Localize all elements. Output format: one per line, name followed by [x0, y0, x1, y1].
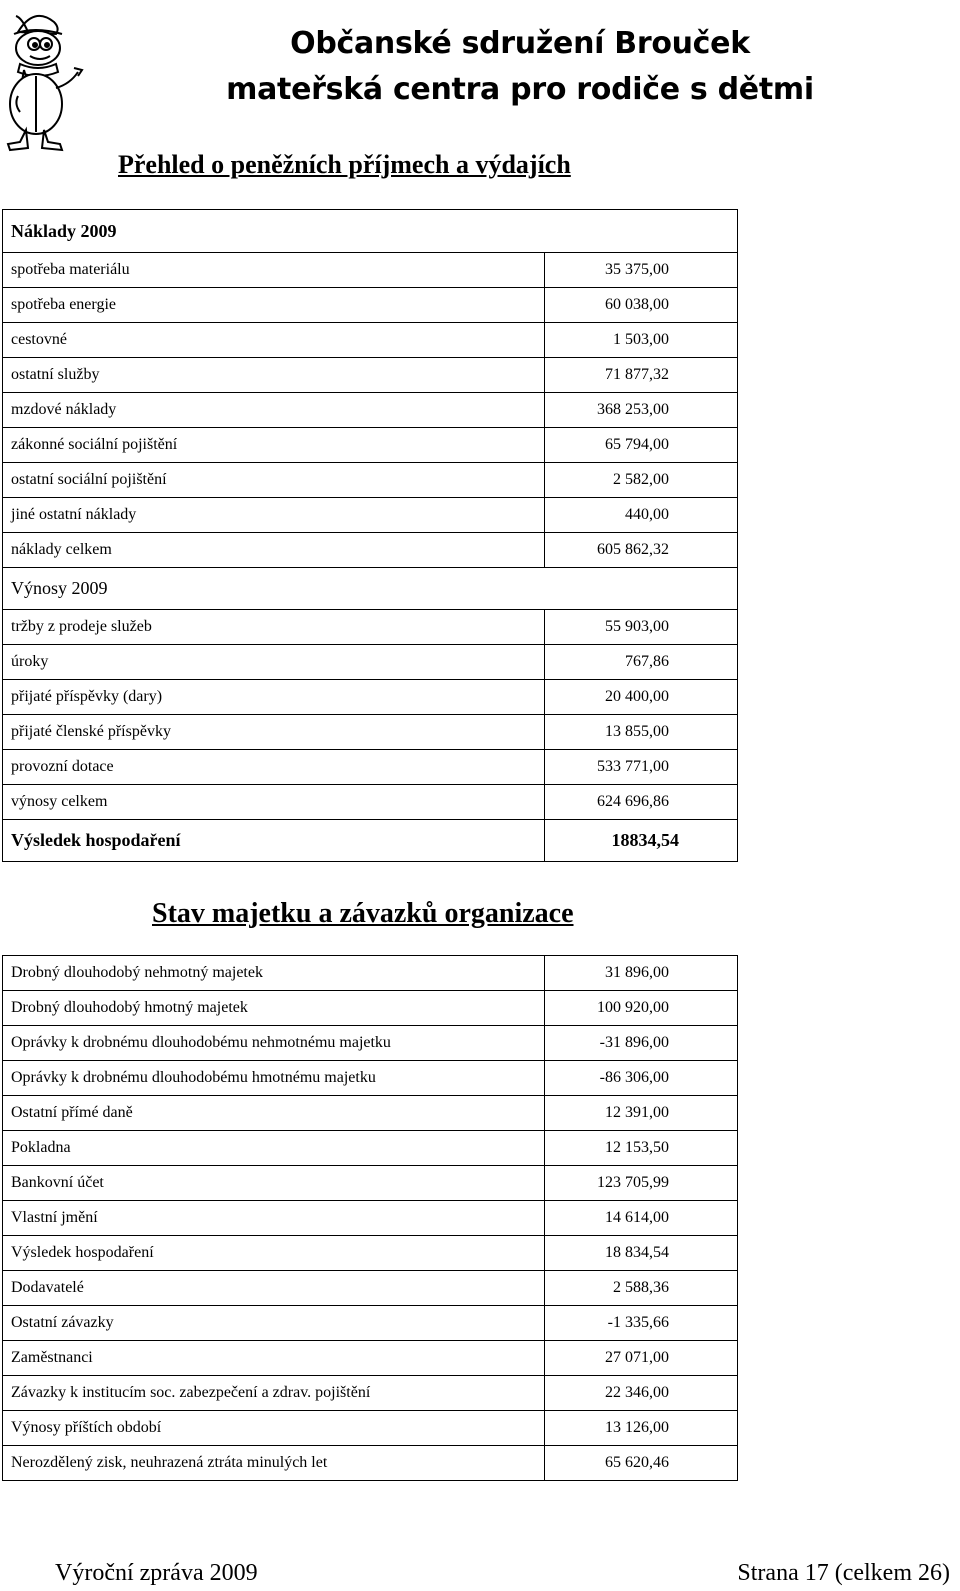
row-label: ostatní sociální pojištění: [3, 463, 545, 498]
row-value: 65 794,00: [545, 428, 738, 463]
row-value: 14 614,00: [545, 1201, 738, 1236]
table-row: [3, 1341, 738, 1376]
row-value: 71 877,32: [545, 358, 738, 393]
footer-report-title: Výroční zpráva 2009: [55, 1560, 258, 1586]
table-row: [3, 393, 738, 428]
row-value: 767,86: [545, 645, 738, 680]
row-label: provozní dotace: [3, 750, 545, 785]
row-label: přijaté příspěvky (dary): [3, 680, 545, 715]
row-value: 60 038,00: [545, 288, 738, 323]
costs-heading: Náklady 2009: [3, 210, 738, 253]
table-row: [3, 1376, 738, 1411]
row-label: Zaměstnanci: [3, 1341, 545, 1376]
row-value: 533 771,00: [545, 750, 738, 785]
row-label: Nerozdělený zisk, neuhrazená ztráta minulých let: [3, 1446, 545, 1481]
section-title-cashflow: Přehled o peněžních příjmech a výdajích: [118, 150, 571, 179]
table-row: [3, 1236, 738, 1271]
organization-subtitle: mateřská centra pro rodiče s dětmi: [226, 72, 814, 107]
row-value: 22 346,00: [545, 1376, 738, 1411]
table-row: [3, 1201, 738, 1236]
row-value: 65 620,46: [545, 1446, 738, 1481]
table-row: [3, 1306, 738, 1341]
assets-liabilities-table: [2, 955, 738, 1481]
row-value: 624 696,86: [545, 785, 738, 820]
table-row: [3, 1446, 738, 1481]
row-label: Drobný dlouhodobý nehmotný majetek: [3, 956, 545, 991]
row-label: Dodavatelé: [3, 1271, 545, 1306]
row-value: 605 862,32: [545, 533, 738, 568]
row-label: Výsledek hospodaření: [3, 820, 545, 862]
row-value: 368 253,00: [545, 393, 738, 428]
row-label: cestovné: [3, 323, 545, 358]
table-row: [3, 288, 738, 323]
row-value: 18834,54: [545, 820, 738, 862]
row-value: 12 153,50: [545, 1131, 738, 1166]
table-row: [3, 1411, 738, 1446]
revenue-heading: Výnosy 2009: [3, 568, 738, 610]
organization-name: Občanské sdružení Brouček: [290, 26, 750, 61]
row-value: 13 126,00: [545, 1411, 738, 1446]
result-row: [3, 820, 738, 862]
table-row: [3, 750, 738, 785]
row-value: 55 903,00: [545, 610, 738, 645]
row-value: 440,00: [545, 498, 738, 533]
row-label: Bankovní účet: [3, 1166, 545, 1201]
table-row: [3, 1131, 738, 1166]
table-row: [3, 358, 738, 393]
row-label: jiné ostatní náklady: [3, 498, 545, 533]
table-row: [3, 498, 738, 533]
row-label: Oprávky k drobnému dlouhodobému hmotnému majetku: [3, 1061, 545, 1096]
bug-mascot-icon: [4, 4, 86, 152]
row-label: ostatní služby: [3, 358, 545, 393]
row-label: Výsledek hospodaření: [3, 1236, 545, 1271]
row-value: 20 400,00: [545, 680, 738, 715]
table-row: [3, 253, 738, 288]
section-title-assets: Stav majetku a závazků organizace: [152, 898, 574, 929]
row-value: 13 855,00: [545, 715, 738, 750]
row-label: Oprávky k drobnému dlouhodobému nehmotnému majetku: [3, 1026, 545, 1061]
table-row: [3, 1026, 738, 1061]
row-value: 12 391,00: [545, 1096, 738, 1131]
table-row: [3, 991, 738, 1026]
row-value: 31 896,00: [545, 956, 738, 991]
row-value: 123 705,99: [545, 1166, 738, 1201]
table-row: [3, 610, 738, 645]
row-value: 27 071,00: [545, 1341, 738, 1376]
table-row: [3, 428, 738, 463]
row-label: tržby z prodeje služeb: [3, 610, 545, 645]
footer-page-number: Strana 17 (celkem 26): [737, 1560, 950, 1586]
table-row: [3, 1166, 738, 1201]
row-label: Drobný dlouhodobý hmotný majetek: [3, 991, 545, 1026]
row-label: Závazky k institucím soc. zabezpečení a zdrav. pojištění: [3, 1376, 545, 1411]
row-label: přijaté členské příspěvky: [3, 715, 545, 750]
row-label: zákonné sociální pojištění: [3, 428, 545, 463]
row-label: Pokladna: [3, 1131, 545, 1166]
table-row: [3, 1096, 738, 1131]
table-row: [3, 533, 738, 568]
table-row: [3, 680, 738, 715]
table-row: [3, 645, 738, 680]
row-label: výnosy celkem: [3, 785, 545, 820]
row-value: -86 306,00: [545, 1061, 738, 1096]
row-label: Výnosy příštích období: [3, 1411, 545, 1446]
row-label: náklady celkem: [3, 533, 545, 568]
row-value: 1 503,00: [545, 323, 738, 358]
row-value: -31 896,00: [545, 1026, 738, 1061]
table-row: [3, 1271, 738, 1306]
row-label: spotřeba energie: [3, 288, 545, 323]
row-label: mzdové náklady: [3, 393, 545, 428]
row-value: 2 588,36: [545, 1271, 738, 1306]
cashflow-table: [2, 209, 738, 862]
table-row: [3, 715, 738, 750]
row-label: spotřeba materiálu: [3, 253, 545, 288]
row-value: 35 375,00: [545, 253, 738, 288]
table-row: [3, 323, 738, 358]
table-row: [3, 956, 738, 991]
row-label: Vlastní jmění: [3, 1201, 545, 1236]
row-label: Ostatní přímé daně: [3, 1096, 545, 1131]
table-row: [3, 785, 738, 820]
row-value: 18 834,54: [545, 1236, 738, 1271]
table-row: [3, 463, 738, 498]
row-label: úroky: [3, 645, 545, 680]
row-value: 100 920,00: [545, 991, 738, 1026]
row-value: -1 335,66: [545, 1306, 738, 1341]
table-row: [3, 1061, 738, 1096]
row-value: 2 582,00: [545, 463, 738, 498]
row-label: Ostatní závazky: [3, 1306, 545, 1341]
revenue-heading-row: [3, 568, 738, 610]
